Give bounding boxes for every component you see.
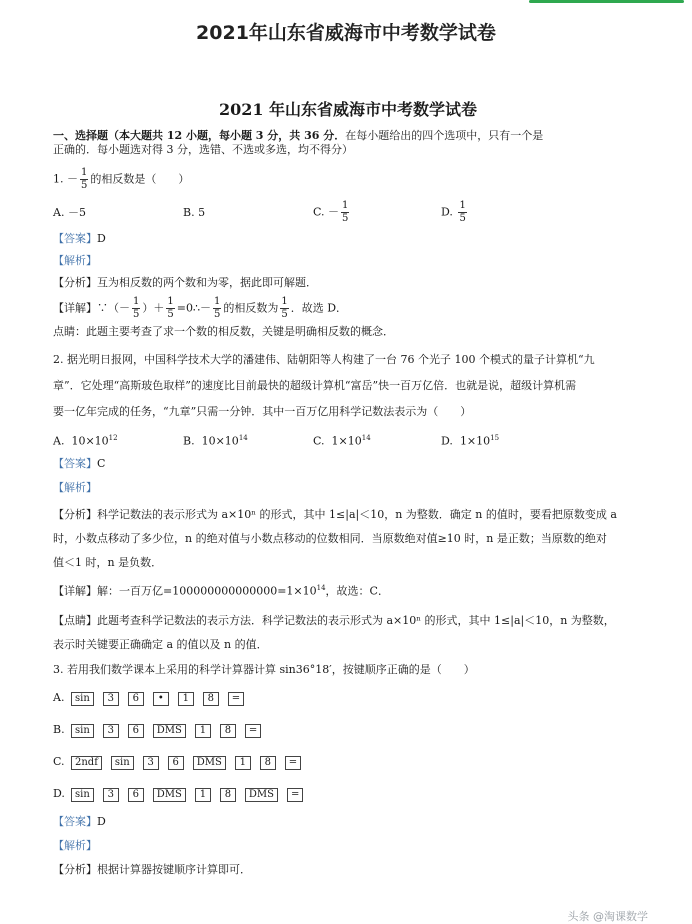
fraction: $\frac{1}{5}$ bbox=[81, 167, 88, 191]
section-intro-bold: 一、选择题（本大题共 12 小题，每小题 3 分，共 36 分． bbox=[53, 129, 346, 142]
top-accent-bar bbox=[0, 0, 692, 4]
q2-answer: 【答案】C bbox=[53, 457, 106, 470]
q1-option-a: A. －5 bbox=[53, 206, 86, 219]
option-label: D. bbox=[53, 786, 65, 800]
document-title: 2021 年山东省威海市中考数学试卷 bbox=[218, 100, 478, 119]
calculator-key: 8 bbox=[260, 756, 276, 770]
calculator-key: sin bbox=[71, 692, 94, 706]
calculator-key: • bbox=[153, 692, 169, 706]
minus-sign: － bbox=[67, 172, 78, 186]
calculator-key: sin bbox=[71, 788, 94, 802]
q1-number: 1. bbox=[53, 172, 64, 186]
calculator-key: 8 bbox=[220, 724, 236, 738]
calculator-key: 6 bbox=[168, 756, 184, 770]
q1-fenxi: 【分析】互为相反数的两个数和为零，据此即可解题． bbox=[53, 276, 317, 289]
watermark: 头条 @淘课数学 bbox=[567, 910, 648, 923]
calculator-key: 2ndf bbox=[71, 756, 102, 770]
q2-options bbox=[53, 431, 643, 453]
q3-option-a bbox=[53, 691, 643, 707]
q2-option-c: C. $1\times 10^{14}$ bbox=[313, 434, 371, 448]
q1-option-c: C. － $\frac{1}{5}$ bbox=[313, 200, 349, 224]
q2-option-b: B. $10\times 10^{14}$ bbox=[183, 434, 248, 448]
calculator-key: 8 bbox=[220, 788, 236, 802]
q3-answer: 【答案】D bbox=[53, 814, 106, 828]
calculator-key: 1 bbox=[195, 788, 211, 802]
q2-dianjing: 【点睛】此题考查科学记数法的表示方法．科学记数法的表示形式为 a×10ⁿ 的形式，其中 1≤|a|＜10，n 为整数， 表示时关键要正确确定 a 的值以及 n 的值． bbox=[53, 613, 615, 651]
document-body bbox=[53, 100, 643, 877]
q3-option-b bbox=[53, 723, 643, 739]
calculator-key: DMS bbox=[153, 788, 186, 802]
q3-options bbox=[53, 691, 643, 803]
q2-fenxi: 【分析】科学记数法的表示形式为 a×10ⁿ 的形式，其中 1≤|a|＜10，n 为整数．确定 n 的值时，要看把原数变成 a 时，小数点移动了多少位，n 的绝对值与小数点移动的位数相同．当原数绝对值≥10 时，n 是正数；当原数的绝对 值＜1 时，n 是负数． bbox=[53, 508, 617, 569]
q1-dianping: 点睛：此题主要考查了求一个数的相反数，关键是明确相反数的概念． bbox=[53, 325, 394, 338]
q3-option-c bbox=[53, 755, 643, 771]
q2-stem: 2. 据光明日报网，中国科学技术大学的潘建伟、陆朝阳等人构建了一台 76 个光子 100 个模式的量子计算机“九 章”．它处理“高斯玻色取样”的速度比目前最快的超级计算机“富岳”快一百万亿倍．也就是说，超级计算机需 要一亿年完成的任务，“九章”只需一分钟．其中一百万亿用科学记数法表示为（ ） bbox=[53, 353, 595, 418]
calculator-key: 6 bbox=[128, 788, 144, 802]
calculator-key: sin bbox=[111, 756, 134, 770]
calculator-key: DMS bbox=[193, 756, 226, 770]
calculator-key: DMS bbox=[153, 724, 186, 738]
q3-fenxi: 【分析】根据计算器按键顺序计算即可． bbox=[53, 862, 251, 876]
option-label: B. bbox=[53, 722, 65, 736]
calculator-key: 8 bbox=[203, 692, 219, 706]
q3-analysis-tag: 【解析】 bbox=[53, 838, 97, 852]
q1-answer: 【答案】D bbox=[53, 232, 106, 245]
top-progress-strip bbox=[529, 0, 684, 3]
q2-analysis-tag: 【解析】 bbox=[53, 481, 97, 494]
calculator-key: = bbox=[285, 756, 301, 770]
calculator-key: 1 bbox=[235, 756, 251, 770]
page-title: 2021年山东省威海市中考数学试卷 bbox=[196, 22, 496, 44]
calculator-key: 3 bbox=[103, 788, 119, 802]
q2-option-a: A. $10\times 10^{12}$ bbox=[53, 434, 118, 448]
calculator-key: 1 bbox=[195, 724, 211, 738]
calculator-key: 1 bbox=[178, 692, 194, 706]
q1-option-d: D. $\frac{1}{5}$ bbox=[441, 200, 466, 224]
calculator-key: = bbox=[228, 692, 244, 706]
calculator-key: sin bbox=[71, 724, 94, 738]
q3-option-d bbox=[53, 787, 643, 803]
section-intro-line2: 正确的．每小题选对得 3 分，选错、不选或多选，均不得分） bbox=[53, 143, 353, 156]
q1-option-b: B. 5 bbox=[183, 206, 206, 219]
section-intro bbox=[53, 129, 643, 143]
q1-analysis-tag: 【解析】 bbox=[53, 254, 97, 267]
calculator-key: 6 bbox=[128, 692, 144, 706]
q1-stem bbox=[53, 167, 643, 192]
q1-options bbox=[53, 200, 643, 228]
option-label: C. bbox=[53, 754, 65, 768]
option-label: A. bbox=[53, 690, 65, 704]
q1-xiangjie: 【详解】∵（－ $\frac{1}{5}$ ）＋ $\frac{1}{5}$ =0∴－ $\frac{1}{5}$ 的相反数为 $\frac{1}{5}$ ．故选 D． bbox=[53, 296, 348, 320]
calculator-key: 6 bbox=[128, 724, 144, 738]
calculator-key: 3 bbox=[103, 692, 119, 706]
q2-option-d: D. $1\times 10^{15}$ bbox=[441, 434, 500, 448]
calculator-key: = bbox=[245, 724, 261, 738]
calculator-key: = bbox=[287, 788, 303, 802]
q3-stem: 3. 若用我们数学课本上采用的科学计算器计算 sin36°18′，按键顺序正确的是（ ） bbox=[53, 662, 475, 676]
q2-xiangjie: 【详解】解：一百万亿$=100000000000000=1\times 10^{14}$，故选：C． bbox=[53, 584, 389, 598]
calculator-key: 3 bbox=[143, 756, 159, 770]
q1-stem-text: 的相反数是（ ） bbox=[90, 172, 190, 186]
calculator-key: 3 bbox=[103, 724, 119, 738]
calculator-key: DMS bbox=[245, 788, 278, 802]
section-intro-rest1: 在每小题给出的四个选项中，只有一个是 bbox=[345, 129, 544, 142]
